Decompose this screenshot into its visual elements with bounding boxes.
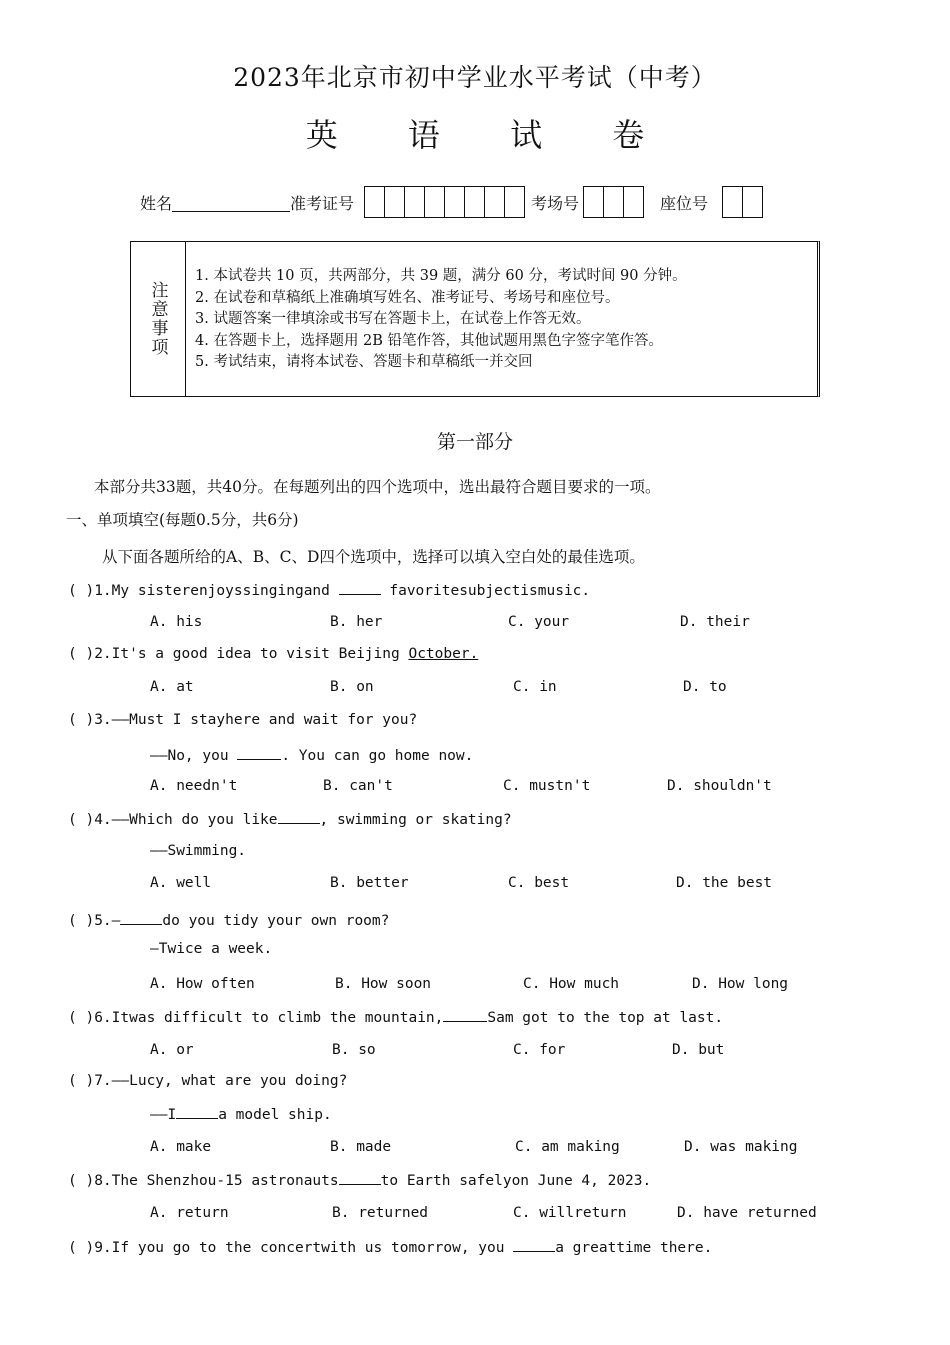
answer-blank[interactable] [176,1104,218,1119]
option-c[interactable]: C. your [508,614,570,630]
answer-blank[interactable] [237,745,281,760]
option-b[interactable]: B. How soon [335,976,432,992]
option-a[interactable]: A. return [150,1205,229,1221]
option-d[interactable]: D. the best [676,875,773,891]
answer-blank[interactable] [278,809,320,824]
notice-box [130,241,820,397]
option-a[interactable]: A. well [150,875,212,891]
name-label: 姓名 [140,193,173,213]
question-5: ( )5.— do you tidy your own room? [68,910,389,929]
option-a[interactable]: A. needn't [150,778,238,794]
question-7: ( )7.——Lucy, what are you doing? [68,1073,348,1089]
question-4-line-2: ——Swimming. [150,843,247,859]
option-c[interactable]: C. best [508,875,570,891]
option-d[interactable]: D. was making [684,1139,798,1155]
section-title: 一、单项填空(每题0.5分，共6分) [66,511,299,529]
answer-blank[interactable] [339,1170,381,1185]
option-b[interactable]: B. so [332,1042,376,1058]
option-c[interactable]: C. for [513,1042,566,1058]
option-b[interactable]: B. made [330,1139,392,1155]
exam-title: 2023年北京市初中学业水平考试（中考） [233,63,717,92]
option-b[interactable]: B. better [330,875,409,891]
question-9: ( )9.If you go to the concertwith us tomorrow, you a greattime there. [68,1237,712,1256]
option-d[interactable]: D. have returned [677,1205,817,1221]
room-boxes[interactable] [583,186,644,218]
room-label: 考场号 [531,193,580,213]
notice-item: 5. 考试结束，请将本试卷、答题卡和草稿纸一并交回 [195,354,533,370]
exam-id-label: 准考证号 [290,193,355,213]
option-d[interactable]: D. shouldn't [667,778,772,794]
option-c[interactable]: C. How much [523,976,620,992]
answer-blank[interactable] [120,910,162,925]
name-field[interactable] [172,193,290,212]
option-c[interactable]: C. willreturn [513,1205,627,1221]
option-d[interactable]: D. but [672,1042,725,1058]
question-1: ( )1.My sisterenjoyssingingand favoritesubjectismusic. [68,580,590,599]
option-d[interactable]: D. to [683,679,727,695]
option-b[interactable]: B. can't [323,778,393,794]
exam-id-boxes[interactable] [364,186,525,218]
notice-item: 4. 在答题卡上，选择题用 2B 铅笔作答，其他试题用黑色字签字笔作答。 [195,332,664,349]
answer-blank[interactable] [443,1007,487,1022]
option-d[interactable]: D. How long [692,976,789,992]
option-b[interactable]: B. her [330,614,383,630]
option-a[interactable]: A. or [150,1042,194,1058]
notice-side-label: 注意事项 [131,242,186,396]
option-b[interactable]: B. returned [332,1205,429,1221]
question-4: ( )4.——Which do you like , swimming or skating? [68,809,512,828]
option-a[interactable]: A. make [150,1139,212,1155]
option-c[interactable]: C. mustn't [503,778,591,794]
seat-label: 座位号 [660,193,709,213]
option-a[interactable]: A. at [150,679,194,695]
option-b[interactable]: B. on [330,679,374,695]
option-a[interactable]: A. his [150,614,203,630]
option-a[interactable]: A. How often [150,976,255,992]
notice-item: 1. 本试卷共 10 页，共两部分，共 39 题，满分 60 分，考试时间 90 分钟。 [195,268,687,284]
section-instruction: 从下面各题所给的A、B、C、D四个选项中，选择可以填入空白处的最佳选项。 [102,548,645,566]
option-d[interactable]: D. their [680,614,750,630]
question-3-line-2: ——No, you . You can go home now. [150,745,473,764]
exam-subtitle: 英 语 试 卷 [305,116,675,154]
question-2: ( )2.It's a good idea to visit Beijing October. [68,646,479,662]
notice-list [195,266,687,374]
question-3: ( )3.——Must I stayhere and wait for you? [68,712,418,728]
question-7-line-2: ——I a model ship. [150,1104,332,1123]
seat-boxes[interactable] [722,186,763,218]
candidate-info-row [140,186,763,218]
part-title: 第一部分 [436,431,513,453]
option-c[interactable]: C. in [513,679,557,695]
notice-item: 2. 在试卷和草稿纸上准确填写姓名、准考证号、考场号和座位号。 [195,289,620,306]
answer-blank[interactable] [513,1237,555,1252]
answer-blank[interactable] [339,580,381,595]
part-intro: 本部分共33题，共40分。在每题列出的四个选项中，选出最符合题目要求的一项。 [94,478,661,496]
notice-item: 3. 试题答案一律填涂或书写在答题卡上，在试卷上作答无效。 [195,311,591,327]
question-6: ( )6.Itwas difficult to climb the mountain, Sam got to the top at last. [68,1007,723,1026]
question-5-line-2: —Twice a week. [150,941,273,957]
option-c[interactable]: C. am making [515,1139,620,1155]
question-8: ( )8.The Shenzhou-15 astronauts to Earth safelyon June 4, 2023. [68,1170,651,1189]
